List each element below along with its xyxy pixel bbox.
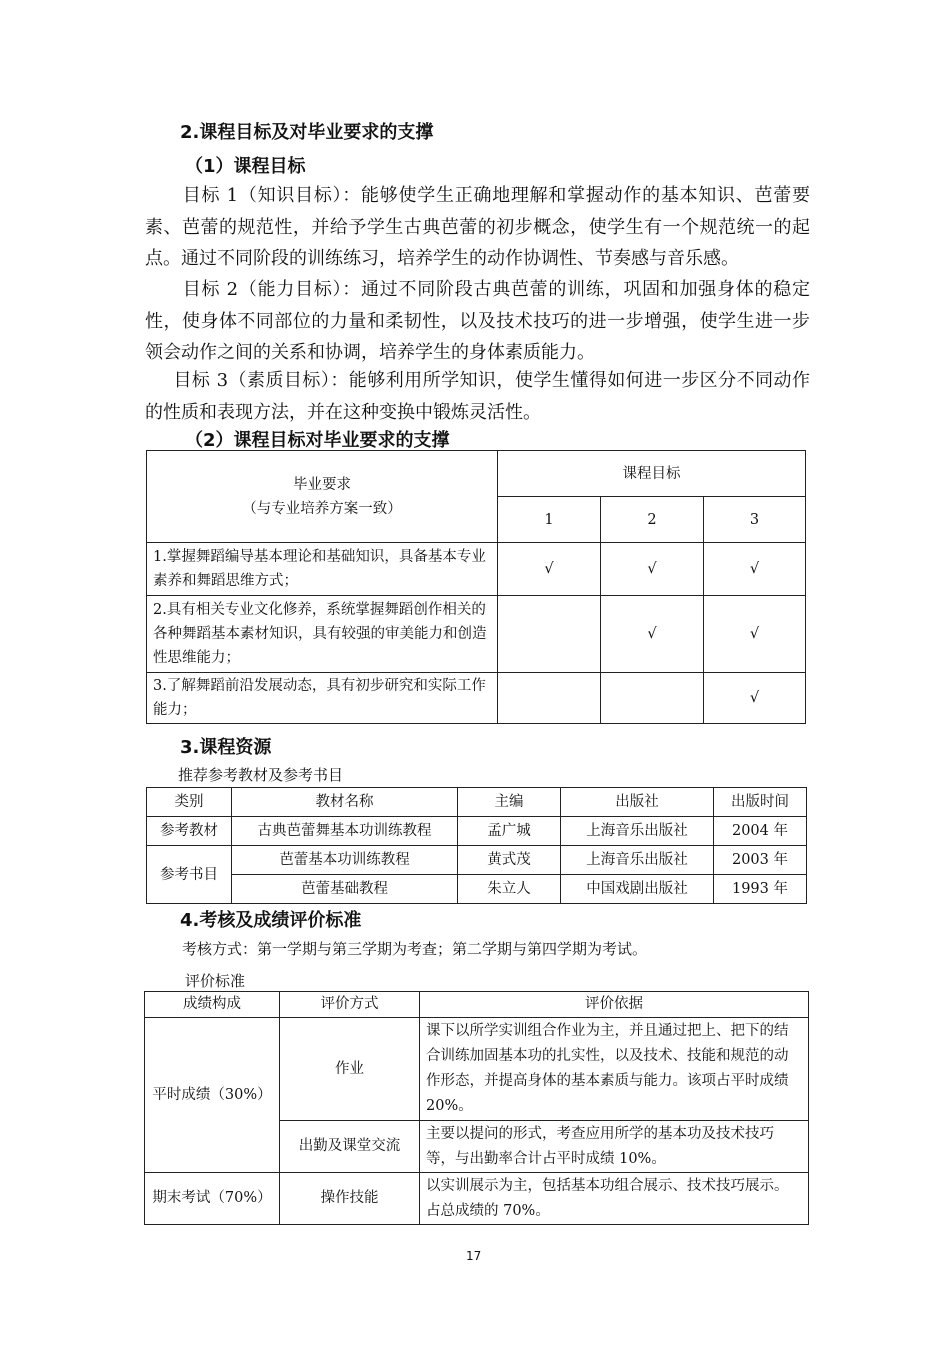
year-cell: 1993 年 bbox=[714, 875, 807, 904]
requirement-cell: 3.了解舞蹈前沿发展动态，具有初步研究和实际工作能力； bbox=[147, 673, 498, 724]
goal-col-2: 2 bbox=[601, 497, 704, 543]
usual-score-cell: 平时成绩（30%） bbox=[145, 1018, 280, 1173]
check-mark: √ bbox=[601, 596, 704, 673]
table-header-row bbox=[145, 992, 809, 1018]
requirement-header-note: （与专业培养方案一致） bbox=[242, 500, 402, 517]
table-row bbox=[147, 673, 806, 724]
basis-cell: 以实训展示为主，包括基本功组合展示、技术技巧展示。占总成绩的 70%。 bbox=[420, 1173, 809, 1225]
goal-support-heading: （2）课程目标对毕业要求的支撑 bbox=[185, 430, 450, 451]
publisher-cell: 中国戏剧出版社 bbox=[561, 875, 714, 904]
editor-cell: 朱立人 bbox=[458, 875, 561, 904]
table-row bbox=[147, 875, 807, 904]
category-cell: 参考书目 bbox=[147, 846, 232, 904]
method-cell: 操作技能 bbox=[280, 1173, 420, 1225]
table-row bbox=[147, 846, 807, 875]
table-row bbox=[145, 1173, 809, 1225]
book-name-cell: 芭蕾基本功训练教程 bbox=[232, 846, 458, 875]
editor-cell: 孟广城 bbox=[458, 817, 561, 846]
goal-2-text: 目标 2（能力目标）：通过不同阶段古典芭蕾的训练，巩固和加强身体的稳定性，使身体不同部位的力量和柔韧性，以及技术技巧的进一步增强，使学生进一步领会动作之间的关系和协调，培养学生的身体素质能力。 bbox=[145, 279, 810, 363]
header-cell: 出版时间 bbox=[714, 788, 807, 817]
course-goals-heading: （1）课程目标 bbox=[185, 156, 306, 177]
course-goal-header: 课程目标 bbox=[498, 451, 806, 497]
check-mark: √ bbox=[601, 543, 704, 596]
book-name-cell: 古典芭蕾舞基本功训练教程 bbox=[232, 817, 458, 846]
requirement-header: 毕业要求 bbox=[293, 476, 351, 493]
category-cell: 参考教材 bbox=[147, 817, 232, 846]
check-mark: √ bbox=[704, 596, 806, 673]
page-number: 17 bbox=[466, 1249, 482, 1263]
goal-1-text: 目标 1（知识目标）：能够使学生正确地理解和掌握动作的基本知识、芭蕾要素、芭蕾的规范性，并给予学生古典芭蕾的初步概念，使学生有一个规范统一的起点。通过不同阶段的训练练习，培养学生的动作协调性、节奏感与音乐感。 bbox=[145, 185, 810, 269]
method-cell: 作业 bbox=[280, 1018, 420, 1121]
section-2-title: 2.课程目标及对毕业要求的支撑 bbox=[180, 122, 434, 143]
assessment-method: 考核方式：第一学期与第三学期为考查；第二学期与第四学期为考试。 bbox=[182, 940, 648, 958]
goal-3-paragraph bbox=[145, 365, 810, 428]
year-cell: 2004 年 bbox=[714, 817, 807, 846]
header-cell: 教材名称 bbox=[232, 788, 458, 817]
editor-cell: 黄式茂 bbox=[458, 846, 561, 875]
goal-support-table bbox=[146, 450, 806, 724]
goal-2-paragraph bbox=[145, 274, 810, 369]
basis-cell: 主要以提问的形式，考查应用所学的基本功及技术技巧等，与出勤率合计占平时成绩 10%。 bbox=[420, 1121, 809, 1173]
reference-caption: 推荐参考教材及参考书目 bbox=[178, 766, 344, 784]
goal-3-text: 目标 3（素质目标）：能够利用所学知识，使学生懂得如何进一步区分不同动作的性质和表现方法，并在这种变换中锻炼灵活性。 bbox=[145, 370, 810, 423]
requirement-header-cell bbox=[147, 451, 498, 543]
table-header-row bbox=[147, 451, 806, 497]
reference-books-table bbox=[146, 787, 807, 904]
table-row bbox=[147, 596, 806, 673]
evaluation-table bbox=[144, 991, 809, 1225]
header-cell: 评价方式 bbox=[280, 992, 420, 1018]
method-cell: 出勤及课堂交流 bbox=[280, 1121, 420, 1173]
check-mark bbox=[498, 596, 601, 673]
header-cell: 类别 bbox=[147, 788, 232, 817]
final-exam-cell: 期末考试（70%） bbox=[145, 1173, 280, 1225]
check-mark: √ bbox=[704, 543, 806, 596]
check-mark: √ bbox=[498, 543, 601, 596]
goal-1-paragraph bbox=[145, 180, 810, 275]
header-cell: 出版社 bbox=[561, 788, 714, 817]
table-header-row bbox=[147, 788, 807, 817]
goal-col-3: 3 bbox=[704, 497, 806, 543]
evaluation-caption: 评价标准 bbox=[185, 972, 246, 990]
book-name-cell: 芭蕾基础教程 bbox=[232, 875, 458, 904]
table-row bbox=[147, 817, 807, 846]
check-mark bbox=[601, 673, 704, 724]
table-row bbox=[145, 1018, 809, 1121]
goal-col-1: 1 bbox=[498, 497, 601, 543]
table-row bbox=[147, 543, 806, 596]
check-mark: √ bbox=[704, 673, 806, 724]
requirement-cell: 1.掌握舞蹈编导基本理论和基础知识，具备基本专业素养和舞蹈思维方式； bbox=[147, 543, 498, 596]
publisher-cell: 上海音乐出版社 bbox=[561, 846, 714, 875]
section-3-title: 3.课程资源 bbox=[180, 737, 272, 758]
year-cell: 2003 年 bbox=[714, 846, 807, 875]
section-4-title: 4.考核及成绩评价标准 bbox=[180, 910, 362, 931]
basis-cell: 课下以所学实训组合作业为主，并且通过把上、把下的结合训练加固基本功的扎实性，以及技术、技能和规范的动作形态，并提高身体的基本素质与能力。该项占平时成绩 20%。 bbox=[420, 1018, 809, 1121]
header-cell: 成绩构成 bbox=[145, 992, 280, 1018]
publisher-cell: 上海音乐出版社 bbox=[561, 817, 714, 846]
header-cell: 主编 bbox=[458, 788, 561, 817]
header-cell: 评价依据 bbox=[420, 992, 809, 1018]
requirement-cell: 2.具有相关专业文化修养，系统掌握舞蹈创作相关的各种舞蹈基本素材知识，具有较强的审美能力和创造性思维能力； bbox=[147, 596, 498, 673]
check-mark bbox=[498, 673, 601, 724]
